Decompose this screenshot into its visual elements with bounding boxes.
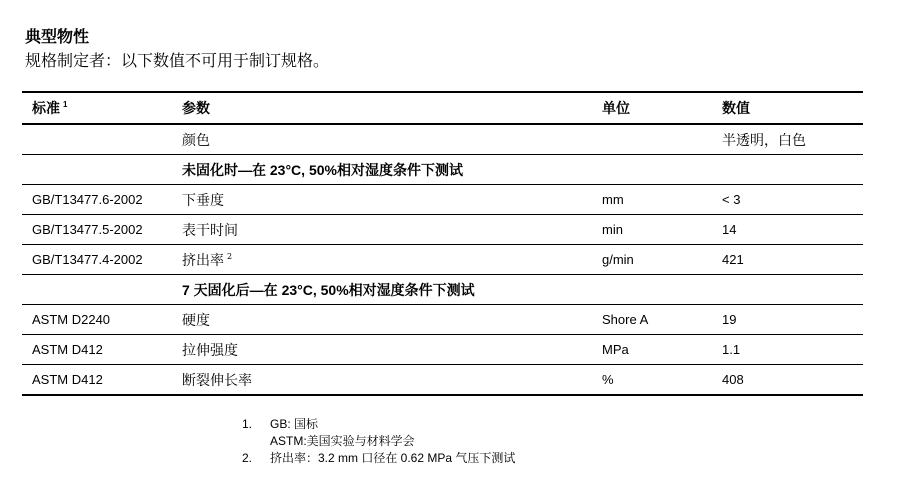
cell-value: 408 — [712, 365, 863, 396]
table-row — [22, 124, 863, 155]
cell-parameter: 表干时间 — [172, 215, 592, 245]
cell-parameter: 拉伸强度 — [172, 335, 592, 365]
typical-properties-table — [22, 91, 863, 396]
table-header-row — [22, 92, 863, 124]
cell-unit: % — [592, 365, 712, 396]
cell-unit: Shore A — [592, 305, 712, 335]
cell-unit: min — [592, 215, 712, 245]
table-row — [22, 185, 863, 215]
section-row — [22, 275, 863, 305]
cell-value: 半透明，白色 — [712, 124, 863, 155]
footnote-item — [242, 450, 515, 467]
cell-value: < 3 — [712, 185, 863, 215]
footnote-ref: 2 — [227, 251, 233, 261]
section-heading: 未固化时—在 23°C, 50%相对湿度条件下测试 — [172, 155, 863, 185]
footnote-ref: 1 — [63, 100, 68, 110]
section-title: 典型物性 — [25, 29, 90, 46]
footnote-line: 挤出率：3.2 mm 口径在 0.62 MPa 气压下测试 — [270, 451, 516, 465]
cell-value: 421 — [712, 245, 863, 275]
header-unit: 单位 — [592, 92, 712, 124]
cell-parameter: 硬度 — [172, 305, 592, 335]
footnote-number: 2. — [242, 451, 253, 465]
table-row — [22, 245, 863, 275]
cell-standard: GB/T13477.5-2002 — [22, 215, 172, 245]
cell-unit: MPa — [592, 335, 712, 365]
cell-standard — [22, 155, 172, 185]
cell-standard: GB/T13477.6-2002 — [22, 185, 172, 215]
footnote-line: ASTM:美国实验与材料学会 — [270, 434, 415, 448]
section-heading: 7 天固化后—在 23°C, 50%相对湿度条件下测试 — [172, 275, 863, 305]
table-row — [22, 215, 863, 245]
footnote-text — [270, 416, 415, 450]
cell-standard — [22, 275, 172, 305]
cell-standard: ASTM D412 — [22, 365, 172, 396]
footnote-line: GB: 国标 — [270, 417, 319, 431]
cell-value: 14 — [712, 215, 863, 245]
cell-unit — [592, 124, 712, 155]
header-value: 数值 — [712, 92, 863, 124]
table-row — [22, 335, 863, 365]
cell-parameter: 挤出率 $^2$ — [172, 245, 592, 275]
table-row — [22, 305, 863, 335]
header-parameter: 参数 — [172, 92, 592, 124]
table-row — [22, 365, 863, 396]
cell-value: 1.1 — [712, 335, 863, 365]
cell-parameter: 下垂度 — [172, 185, 592, 215]
footnotes — [242, 416, 515, 467]
footnote-text — [270, 450, 515, 467]
cell-value: 19 — [712, 305, 863, 335]
cell-standard: ASTM D2240 — [22, 305, 172, 335]
cell-unit: g/min — [592, 245, 712, 275]
cell-parameter: 颜色 — [172, 124, 592, 155]
footnote-item — [242, 416, 515, 450]
cell-standard: GB/T13477.4-2002 — [22, 245, 172, 275]
section-row — [22, 155, 863, 185]
cell-standard: ASTM D412 — [22, 335, 172, 365]
disclaimer-text: 规格制定者：以下数值不可用于制订规格。 — [25, 51, 330, 70]
cell-unit: mm — [592, 185, 712, 215]
cell-standard — [22, 124, 172, 155]
footnote-number: 1. — [242, 417, 253, 431]
header-standard: 标准 $^1$ — [22, 92, 172, 124]
cell-parameter: 断裂伸长率 — [172, 365, 592, 396]
